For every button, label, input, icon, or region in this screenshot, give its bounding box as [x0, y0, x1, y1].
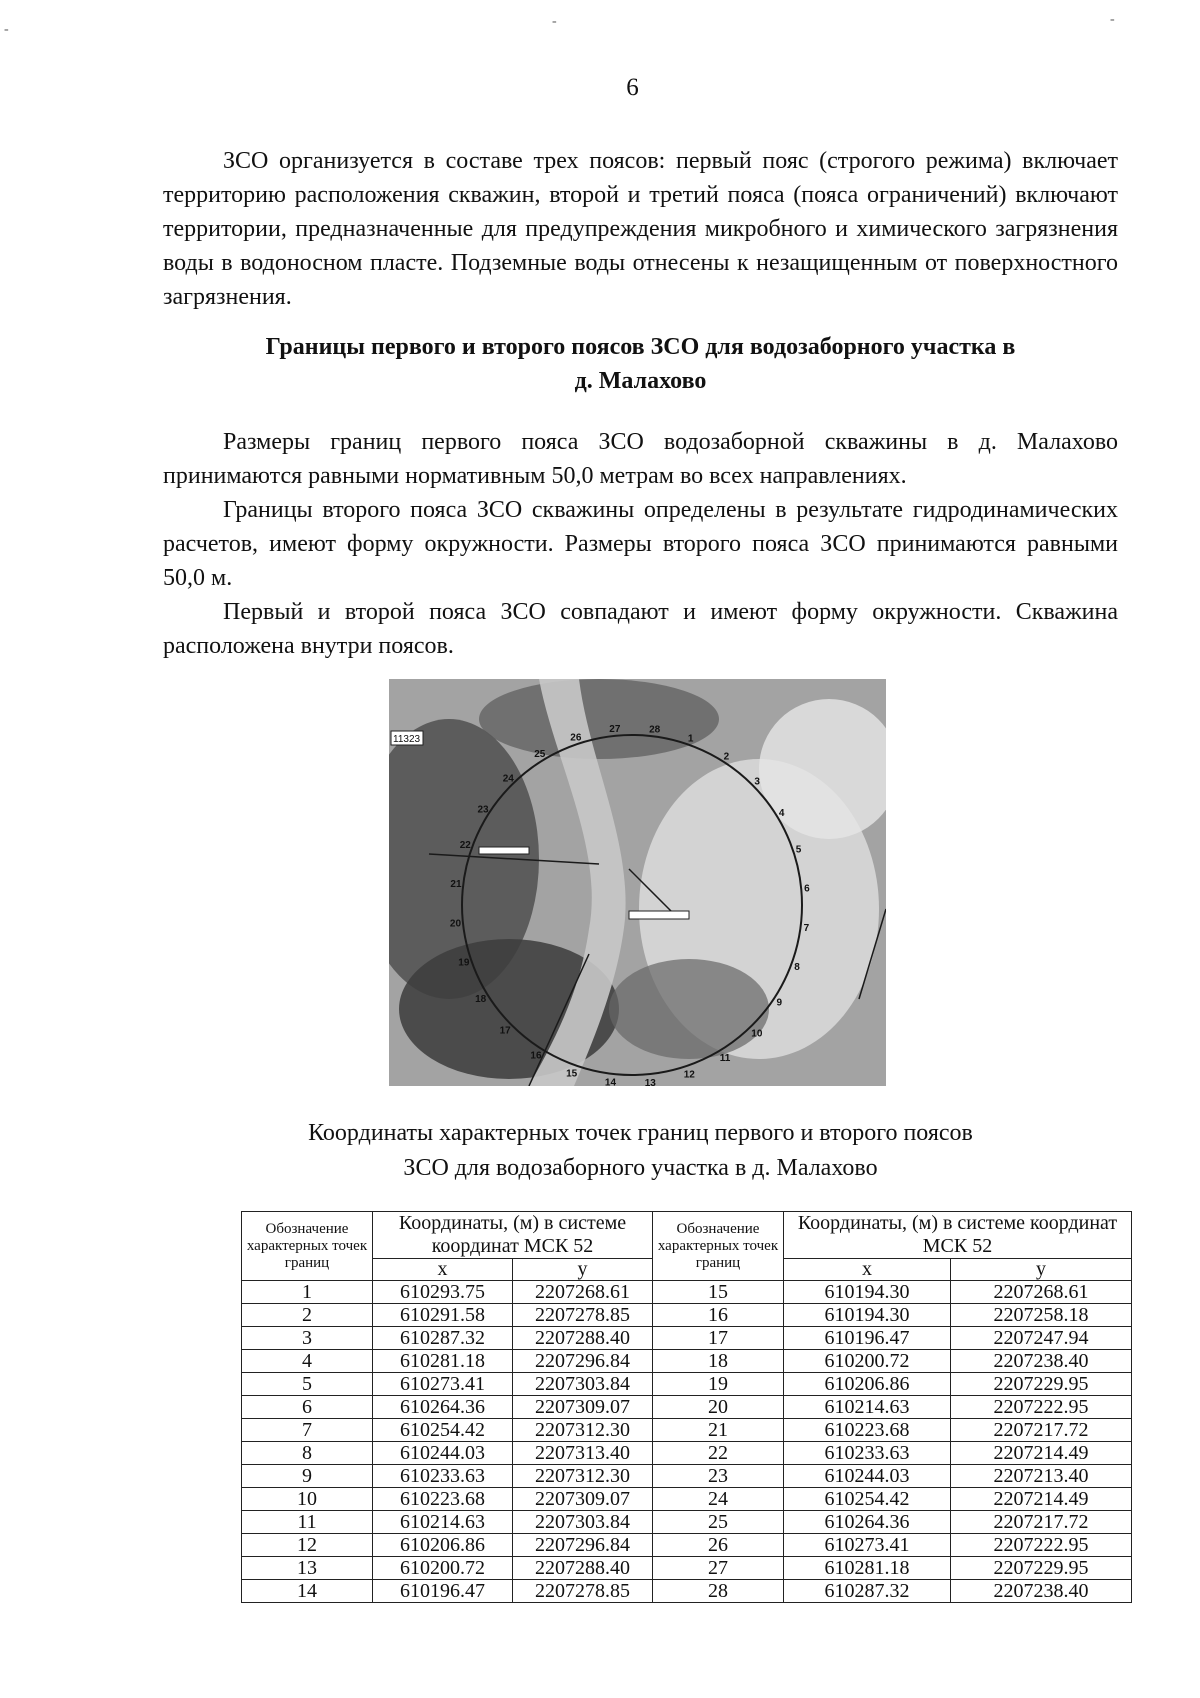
x-coordinate: 610254.42: [784, 1488, 951, 1511]
y-coordinate: 2207312.30: [513, 1419, 653, 1442]
table-row: [242, 1350, 1132, 1373]
x-coordinate: 610273.41: [784, 1534, 951, 1557]
y-coordinate: 2207288.40: [513, 1557, 653, 1580]
dark-vegetation: [609, 959, 769, 1059]
x-coordinate: 610244.03: [784, 1465, 951, 1488]
point-number: 27: [653, 1557, 784, 1580]
point-number: 22: [653, 1442, 784, 1465]
point-number: 4: [242, 1350, 373, 1373]
y-coordinate: 2207217.72: [951, 1511, 1132, 1534]
table-row: [242, 1327, 1132, 1350]
x-coordinate: 610293.75: [373, 1281, 513, 1304]
header-coordinates: Координаты, (м) в системе координат МСК 52: [784, 1212, 1132, 1259]
boundary-point-label: 15: [566, 1068, 578, 1080]
y-coordinate: 2207309.07: [513, 1396, 653, 1419]
y-coordinate: 2207258.18: [951, 1304, 1132, 1327]
scan-speck: -: [552, 14, 557, 29]
y-coordinate: 2207229.95: [951, 1373, 1132, 1396]
y-coordinate: 2207288.40: [513, 1327, 653, 1350]
x-coordinate: 610233.63: [373, 1465, 513, 1488]
y-coordinate: 2207238.40: [951, 1580, 1132, 1603]
table-row: [242, 1580, 1132, 1603]
point-number: 18: [653, 1350, 784, 1373]
y-coordinate: 2207309.07: [513, 1488, 653, 1511]
page-number: 6: [626, 74, 639, 101]
point-number: 1: [242, 1281, 373, 1304]
point-number: 23: [653, 1465, 784, 1488]
header-point-designation: Обозначение характерных точек границ: [653, 1212, 784, 1281]
building-marker: [479, 847, 529, 854]
scan-speck: -: [4, 22, 9, 37]
point-number: 9: [242, 1465, 373, 1488]
point-number: 25: [653, 1511, 784, 1534]
boundary-point-label: 20: [449, 918, 462, 930]
y-coordinate: 2207213.40: [951, 1465, 1132, 1488]
x-coordinate: 610223.68: [784, 1419, 951, 1442]
boundary-point-label: 9: [776, 997, 783, 1009]
table-row: [242, 1442, 1132, 1465]
y-coordinate: 2207222.95: [951, 1396, 1132, 1419]
table-row: [242, 1511, 1132, 1534]
point-number: 13: [242, 1557, 373, 1580]
y-coordinate: 2207303.84: [513, 1373, 653, 1396]
x-coordinate: 610287.32: [784, 1580, 951, 1603]
header-point-designation: Обозначение характерных точек границ: [242, 1212, 373, 1281]
x-coordinate: 610233.63: [784, 1442, 951, 1465]
point-number: 8: [242, 1442, 373, 1465]
boundary-point-label: 10: [751, 1028, 763, 1040]
paragraph-belt-one: Размеры границ первого пояса ЗСО водозаборной скважины в д. Малахово принимаются равными нормативным 50,0 метрам во всех направлениях.: [163, 429, 1118, 489]
section-title: [163, 330, 1118, 398]
section-title-line-2: д. Малахово: [574, 368, 707, 394]
parcel-label: 11323: [393, 734, 421, 745]
point-number: 15: [653, 1281, 784, 1304]
table-caption: [163, 1116, 1118, 1186]
boundary-point-label: 11: [719, 1052, 731, 1064]
header-y: y: [513, 1259, 653, 1281]
header-x: x: [784, 1259, 951, 1281]
well-marker: [629, 911, 689, 919]
point-number: 12: [242, 1534, 373, 1557]
boundary-point-label: 4: [778, 808, 785, 820]
boundary-point-label: 12: [683, 1069, 695, 1081]
x-coordinate: 610273.41: [373, 1373, 513, 1396]
x-coordinate: 610200.72: [373, 1557, 513, 1580]
boundary-point-label: 13: [644, 1078, 656, 1086]
boundary-point-label: 22: [459, 840, 471, 852]
x-coordinate: 610214.63: [373, 1511, 513, 1534]
x-coordinate: 610194.30: [784, 1304, 951, 1327]
scan-speck: -: [1110, 12, 1115, 27]
y-coordinate: 2207278.85: [513, 1580, 653, 1603]
point-number: 19: [653, 1373, 784, 1396]
y-coordinate: 2207296.84: [513, 1534, 653, 1557]
zone-map-figure: [389, 679, 886, 1086]
boundary-point-label: 5: [795, 844, 802, 856]
y-coordinate: 2207214.49: [951, 1488, 1132, 1511]
boundary-point-label: 14: [604, 1077, 617, 1086]
x-coordinate: 610264.36: [784, 1511, 951, 1534]
header-coordinates: Координаты, (м) в системе координат МСК 52: [373, 1212, 653, 1259]
y-coordinate: 2207268.61: [951, 1281, 1132, 1304]
point-number: 14: [242, 1580, 373, 1603]
boundary-point-label: 17: [499, 1025, 511, 1037]
table-row: [242, 1419, 1132, 1442]
x-coordinate: 610244.03: [373, 1442, 513, 1465]
table-row: [242, 1534, 1132, 1557]
boundary-point-label: 23: [477, 804, 489, 816]
section-title-line-1: Границы первого и второго поясов ЗСО для водозаборного участка в: [265, 334, 1016, 360]
caption-line-2: ЗСО для водозаборного участка в д. Малахово: [403, 1155, 878, 1181]
boundary-point-label: 26: [570, 732, 582, 744]
x-coordinate: 610196.47: [373, 1580, 513, 1603]
point-number: 6: [242, 1396, 373, 1419]
point-number: 24: [653, 1488, 784, 1511]
boundary-point-label: 16: [530, 1050, 542, 1062]
y-coordinate: 2207296.84: [513, 1350, 653, 1373]
intro-paragraph: ЗСО организуется в составе трех поясов: первый пояс (строгого режима) включает территорию расположения скважин, второй и третий пояса (пояса ограничений) включают территории, предназначенные для предупреждения микробного и химического загрязнения воды в водоносном пласте. Подземные воды отнесены к незащищенным от поверхностного загрязнения.: [163, 148, 1118, 310]
coordinates-table-body: [242, 1281, 1132, 1603]
coordinates-table: [241, 1211, 1132, 1603]
y-coordinate: 2207303.84: [513, 1511, 653, 1534]
paragraph-belts-coincide: Первый и второй пояса ЗСО совпадают и имеют форму окружности. Скважина расположена внутри поясов.: [163, 599, 1118, 659]
y-coordinate: 2207238.40: [951, 1350, 1132, 1373]
y-coordinate: 2207247.94: [951, 1327, 1132, 1350]
boundary-point-label: 24: [502, 773, 514, 785]
boundary-point-label: 18: [475, 993, 487, 1005]
y-coordinate: 2207214.49: [951, 1442, 1132, 1465]
boundary-point-label: 3: [754, 776, 760, 788]
x-coordinate: 610200.72: [784, 1350, 951, 1373]
point-number: 3: [242, 1327, 373, 1350]
x-coordinate: 610281.18: [373, 1350, 513, 1373]
paragraph-belt-two: Границы второго пояса ЗСО скважины определены в результате гидродинамических расчетов, имеют форму окружности. Размеры второго пояса ЗСО принимаются равными 50,0 м.: [163, 497, 1118, 591]
table-row: [242, 1396, 1132, 1419]
point-number: 7: [242, 1419, 373, 1442]
y-coordinate: 2207313.40: [513, 1442, 653, 1465]
boundary-point-label: 21: [450, 878, 462, 890]
y-coordinate: 2207222.95: [951, 1534, 1132, 1557]
x-coordinate: 610214.63: [784, 1396, 951, 1419]
dark-vegetation: [479, 679, 719, 759]
table-row: [242, 1304, 1132, 1327]
point-number: 17: [653, 1327, 784, 1350]
boundary-point-label: 1: [687, 733, 694, 745]
x-coordinate: 610287.32: [373, 1327, 513, 1350]
point-number: 28: [653, 1580, 784, 1603]
boundary-point-label: 2: [723, 751, 730, 763]
y-coordinate: 2207312.30: [513, 1465, 653, 1488]
table-row: [242, 1281, 1132, 1304]
point-number: 16: [653, 1304, 784, 1327]
zone-map-svg: [389, 679, 886, 1086]
x-coordinate: 610206.86: [373, 1534, 513, 1557]
table-row: [242, 1488, 1132, 1511]
y-coordinate: 2207278.85: [513, 1304, 653, 1327]
boundary-point-label: 27: [609, 723, 621, 735]
boundary-point-label: 19: [458, 957, 470, 969]
table-row: [242, 1557, 1132, 1580]
caption-line-1: Координаты характерных точек границ первого и второго поясов: [308, 1120, 973, 1146]
x-coordinate: 610264.36: [373, 1396, 513, 1419]
y-coordinate: 2207229.95: [951, 1557, 1132, 1580]
boundary-point-label: 7: [803, 923, 810, 935]
point-number: 10: [242, 1488, 373, 1511]
point-number: 2: [242, 1304, 373, 1327]
table-row: [242, 1373, 1132, 1396]
boundary-point-label: 28: [649, 724, 661, 736]
x-coordinate: 610206.86: [784, 1373, 951, 1396]
point-number: 21: [653, 1419, 784, 1442]
table-row: [242, 1465, 1132, 1488]
header-y: y: [951, 1259, 1132, 1281]
point-number: 26: [653, 1534, 784, 1557]
x-coordinate: 610254.42: [373, 1419, 513, 1442]
boundary-point-label: 6: [804, 883, 810, 895]
y-coordinate: 2207217.72: [951, 1419, 1132, 1442]
x-coordinate: 610281.18: [784, 1557, 951, 1580]
boundary-point-label: 25: [534, 749, 546, 761]
point-number: 20: [653, 1396, 784, 1419]
point-number: 5: [242, 1373, 373, 1396]
boundary-point-label: 8: [794, 961, 800, 973]
x-coordinate: 610291.58: [373, 1304, 513, 1327]
x-coordinate: 610223.68: [373, 1488, 513, 1511]
header-x: x: [373, 1259, 513, 1281]
point-number: 11: [242, 1511, 373, 1534]
y-coordinate: 2207268.61: [513, 1281, 653, 1304]
x-coordinate: 610194.30: [784, 1281, 951, 1304]
x-coordinate: 610196.47: [784, 1327, 951, 1350]
